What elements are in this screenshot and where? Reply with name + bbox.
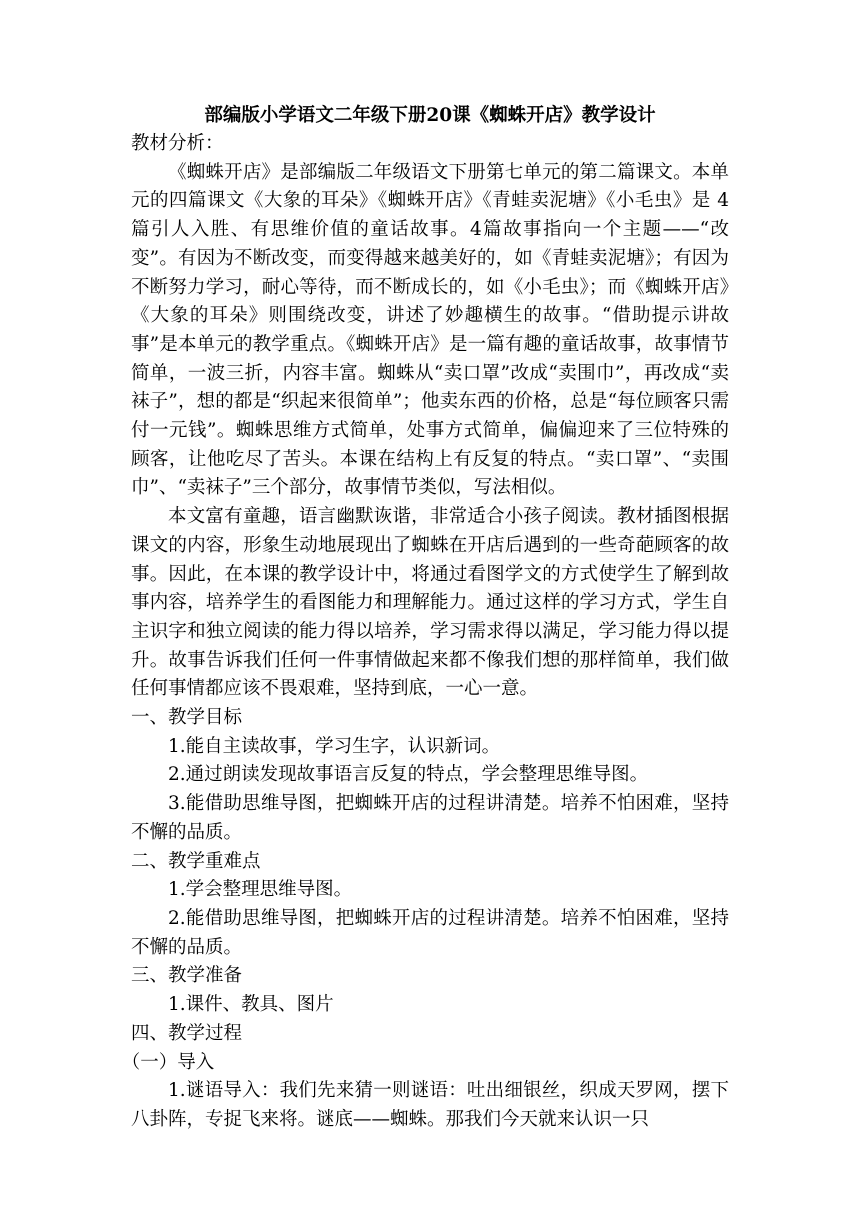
key-point-item-2: 2.能借助思维导图，把蜘蛛开店的过程讲清楚。培养不怕困难，坚持不懈的品质。: [131, 907, 729, 958]
document-title: 部编版小学语文二年级下册20课《蜘蛛开店》教学设计: [204, 105, 656, 126]
key-point-item-1: 1.学会整理思维导图。: [168, 879, 353, 901]
goal-item-2: 2.通过朗读发现故事语言反复的特点，学会整理思维导图。: [168, 764, 649, 786]
section-heading-preparation: 三、教学准备: [131, 965, 243, 987]
preparation-item-1: 1.课件、教具、图片: [168, 994, 334, 1016]
paragraph-analysis-2: 本文富有童趣，语言幽默诙谐，非常适合小孩子阅读。教材插图根据课文的内容，形象生动地展现出了蜘蛛在开店后遇到的一些奇葩顾客的故事。因此，在本课的教学设计中，将通过看图学文的方式使学生了解到故事内容，培养学生的看图能力和理解能力。通过这样的学习方式，学生自主识字和独立阅读的能力得以培养，学习需求得以满足，学习能力得以提升。故事告诉我们任何一件事情做起来都不像我们想的那样简单，我们做任何事情都应该不畏艰难，坚持到底，一心一意。: [131, 506, 729, 700]
subsection-heading-intro: （一）导入: [121, 1051, 215, 1073]
section-heading-process: 四、教学过程: [131, 1022, 243, 1044]
heading-textbook-analysis: 教材分析：: [131, 133, 224, 154]
section-heading-goals: 一、教学目标: [131, 707, 243, 729]
goal-item-3: 3.能借助思维导图，把蜘蛛开店的过程讲清楚。培养不怕困难，坚持不懈的品质。: [131, 793, 729, 843]
document-body: [121, 130, 729, 1135]
section-heading-key-points: 二、教学重难点: [131, 850, 261, 872]
goal-item-1: 1.能自主读故事，学习生字，认识新词。: [168, 735, 501, 757]
process-item-1: 1.谜语导入：我们先来猜一则谜语：吐出细银丝，织成天罗网，摆下八卦阵，专捉飞来将。谜底——蜘蛛。那我们今天就来认识一只: [131, 1080, 729, 1130]
paragraph-analysis-1: 《蜘蛛开店》是部编版二年级语文下册第七单元的第二篇课文。本单元的四篇课文《大象的耳朵》《蜘蛛开店》《青蛙卖泥塘》《小毛虫》是 4篇引人入胜、有思维价值的童话故事。4篇故事指向一个主题——“改变”。有因为不断改变，而变得越来越美好的，如《青蛙卖泥塘》；有因为不断努力学习，耐心等待，而不断成长的，如《小毛虫》；而《蜘蛛开店》《大象的耳朵》则围绕改变，讲述了妙趣横生的故事。“借助提示讲故事”是本单元的教学重点。《蜘蛛开店》是一篇有趣的童话故事，故事情节简单，一波三折，内容丰富。蜘蛛从“卖口罩”改成“卖围巾”，再改成“卖袜子”，想的都是“织起来很简单”；他卖东西的价格，总是“每位顾客只需付一元钱”。蜘蛛思维方式简单，处事方式简单，偏偏迎来了三位特殊的顾客，让他吃尽了苦头。本课在结构上有反复的特点。“卖口罩”、“卖围巾”、“卖袜子”三个部分，故事情节类似，写法相似。: [131, 161, 729, 499]
